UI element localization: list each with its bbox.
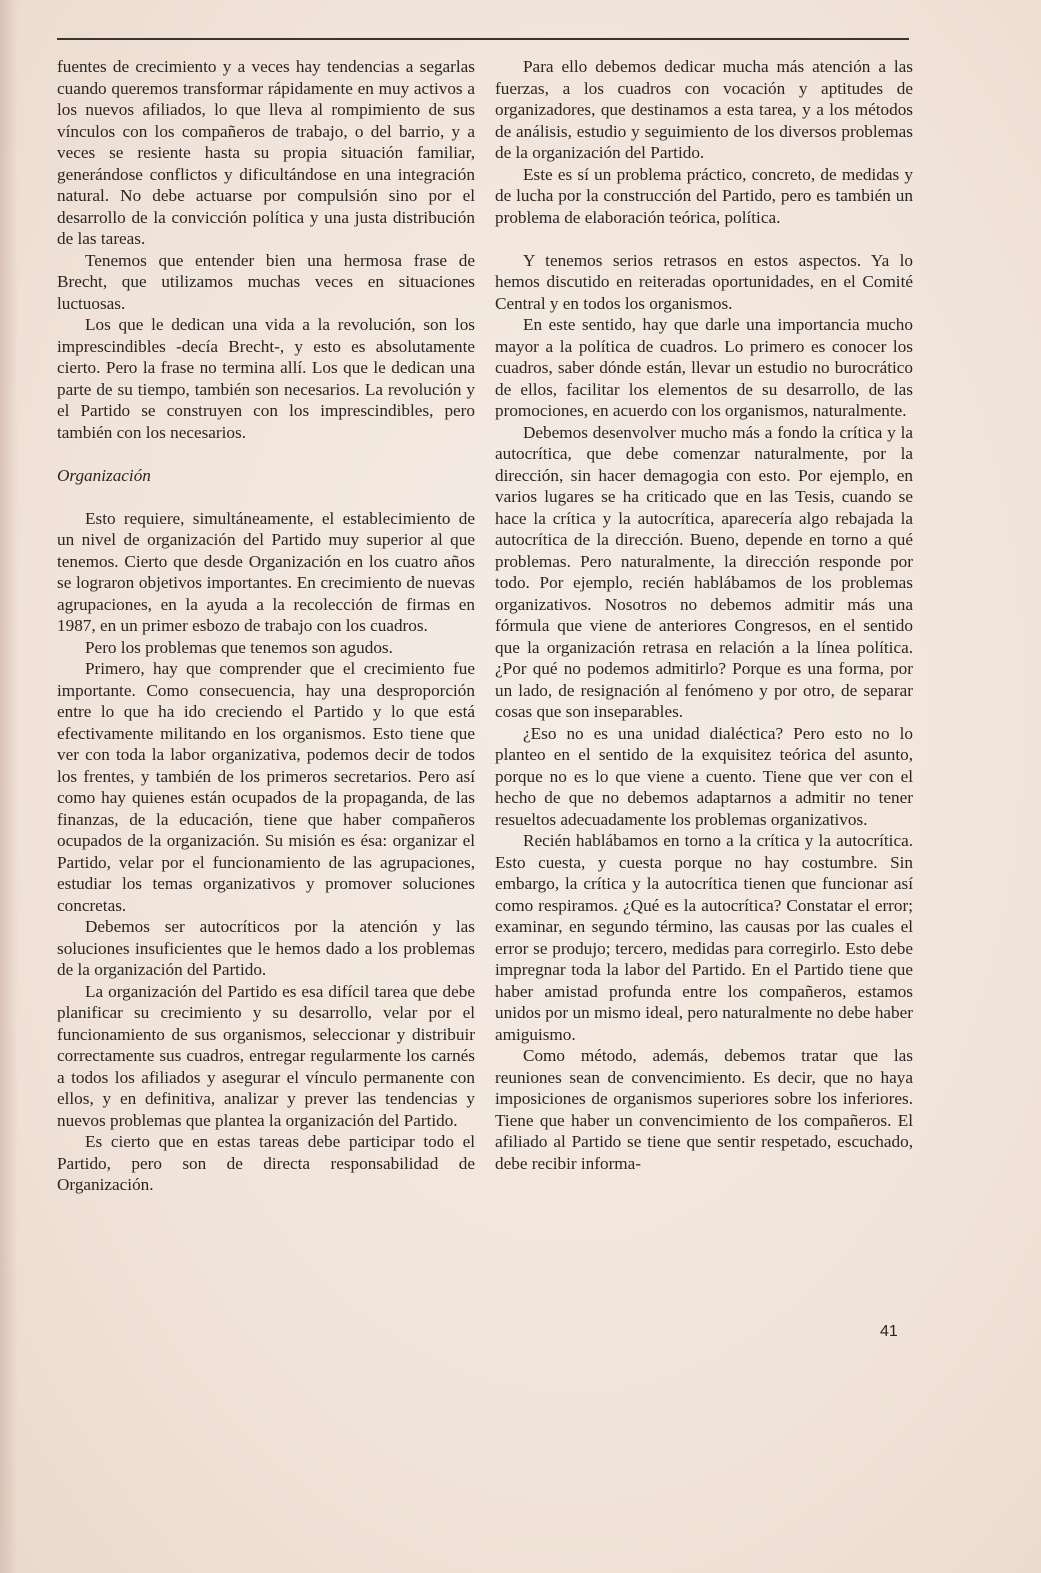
left-column [57, 56, 475, 1196]
header-rule [57, 38, 909, 40]
paragraph: Debemos ser autocríticos por la atención y las soluciones insuficientes que le hemos dado a los problemas de la organización del Partido. [57, 917, 475, 979]
paragraph: Los que le dedican una vida a la revolución, son los imprescindibles -decía Brecht-, y esto es absolutamente cierto. Pero la frase no termina allí. Los que le dedican una parte de su tiempo, también son necesarios. La revolución y el Partido se construyen con los imprescindibles, pero también con los necesarios. [57, 315, 475, 442]
paragraph: Es cierto que en estas tareas debe participar todo el Partido, pero son de directa responsabilidad de Organización. [57, 1132, 475, 1194]
paragraph: Debemos desenvolver mucho más a fondo la crítica y la autocrítica, que debe comenzar naturalmente, por la dirección, sin hacer demagogia con esto. Por ejemplo, en varios lugares se ha criticado que en las Tesis, cuando se hace la crítica y la autocrítica, aparecería algo rebajada la autocrítica de la dirección. Bueno, depende en torno a qué problemas. Pero naturalmente, la dirección responde por todo. Por ejemplo, recién hablábamos de los problemas organizativos. Nosotros no debemos admitir más una fórmula que viene de anteriores Congresos, en el sentido que la organización retrasa en relación a la línea política. ¿Por qué no podemos admitirlo? Porque es una forma, por un lado, de resignación al fenómeno y por otro, de separar cosas que son inseparables. [495, 422, 913, 721]
paragraph: Primero, hay que comprender que el crecimiento fue importante. Como consecuencia, hay una desproporción entre lo que ha ido creciendo el Partido y lo que está efectivamente militando en los organismos. Esto tiene que ver con toda la labor organizativa, podemos decir de todos los frentes, y también de los primeros secretarios. Pero así como hay quienes están ocupados de la propaganda, de las finanzas, de la educación, tiene que haber compañeros ocupados de la organización. Su misión es ésa: organizar el Partido, velar por el funcionamiento de las agrupaciones, estudiar los temas organizativos y promover soluciones concretas. [57, 659, 475, 915]
section-heading: Organización [57, 465, 151, 485]
paragraph: Como método, además, debemos tratar que las reuniones sean de convencimiento. Es decir, que no haya imposiciones de organismos superiores sobre los inferiores. Tiene que haber un convencimiento de los compañeros. El afiliado al Partido se tiene que sentir respetado, escuchado, debe recibir informa- [495, 1046, 913, 1173]
paragraph: Este es sí un problema práctico, concreto, de medidas y de lucha por la construcción del Partido, pero es también un problema de elaboración teórica, política. [495, 164, 913, 227]
paragraph: Recién hablábamos en torno a la crítica y la autocrítica. Esto cuesta, y cuesta porque no hay costumbre. Sin embargo, la crítica y la autocrítica tienen que funcionar así como respiramos. ¿Qué es la autocrítica? Constatar el error; examinar, en segundo término, las causas por las cuales el error se produjo; tercero, medidas para corregirlo. Esto debe impregnar toda la labor del Partido. En el Partido tiene que haber amistad profunda entre los compañeros, estamos unidos por un mismo ideal, pero naturalmente no debe haber amiguismo. [495, 831, 913, 1044]
paragraph: Tenemos que entender bien una hermosa frase de Brecht, que utilizamos muchas veces en situaciones luctuosas. [57, 250, 475, 313]
paragraph: Pero los problemas que tenemos son agudos. [85, 637, 393, 657]
paragraph: Esto requiere, simultáneamente, el establecimiento de un nivel de organización del Partido muy superior al que tenemos. Cierto que desde Organización en los cuatro años se lograron objetivos importantes. En crecimiento de nuevas agrupaciones, en la ayuda a la recolección de firmas en 1987, en un primer esbozo de trabajo con los cuadros. [57, 508, 475, 635]
paragraph: Para ello debemos dedicar mucha más atención a las fuerzas, a los cuadros con vocación y aptitudes de organizadores, que destinamos a esta tarea, y a los métodos de análisis, estudio y seguimiento de los diversos problemas de la organización del Partido. [495, 57, 913, 162]
paragraph: ¿Eso no es una unidad dialéctica? Pero esto no lo planteo en el sentido de la exquisitez teórica del asunto, porque no es lo que viene a cuento. Tiene que ver con el hecho de que no debemos adaptarnos a admitir no tener resueltos adecuadamente los problemas organizativos. [495, 723, 913, 829]
page-number: 41 [880, 1323, 898, 1340]
right-column [495, 56, 913, 1174]
paragraph: Y tenemos serios retrasos en estos aspectos. Ya lo hemos discutido en reiteradas oportunidades, en el Comité Central y en todos los organismos. [495, 250, 913, 313]
paragraph: fuentes de crecimiento y a veces hay tendencias a segarlas cuando queremos transformar rápidamente en muy activos a los nuevos afiliados, lo que lleva al rompimiento de sus vínculos con los compañeros de trabajo, o del barrio, y a veces se resiente hasta su propia situación familiar, generándose conflictos y dificultándose en una integración natural. No debe actuarse por compulsión sino por el desarrollo de la convicción política y una justa distribución de las tareas. [57, 57, 475, 248]
page-spine-shadow [0, 0, 18, 1573]
paragraph: La organización del Partido es esa difícil tarea que debe planificar su crecimiento y su desarrollo, velar por el funcionamiento de sus organismos, seleccionar y distribuir correctamente sus cuadros, entregar regularmente los carnés a todos los afiliados y asegurar el vínculo permanente con ellos, y en definitiva, analizar y prever las tendencias y nuevos problemas que plantea la organización del Partido. [57, 981, 475, 1130]
paragraph: En este sentido, hay que darle una importancia mucho mayor a la política de cuadros. Lo primero es conocer los cuadros, saber dónde están, llevar un estudio no burocrático de ellos, facilitar los elementos de su desarrollo, de las promociones, en acuerdo con los organismos, naturalmente. [495, 315, 913, 420]
